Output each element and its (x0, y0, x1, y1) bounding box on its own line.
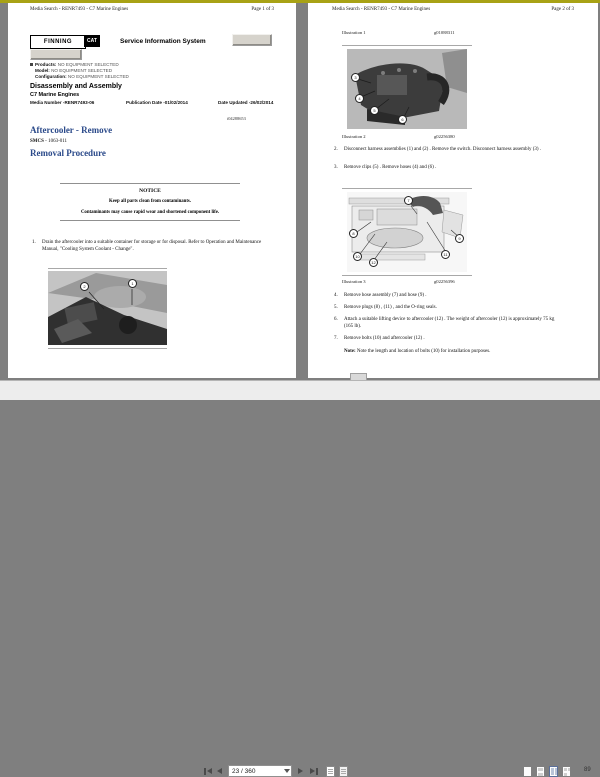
cat-logo: CAT (84, 35, 100, 47)
sis-title: Service Information System (120, 38, 206, 45)
notice-title: NOTICE (139, 188, 161, 194)
page-number-input[interactable] (229, 766, 282, 776)
sis-nav-button[interactable] (30, 49, 82, 60)
page1-header-title: Media Search - RENR7493 - C7 Marine Engines (30, 7, 129, 12)
products-label: Products: (35, 61, 57, 67)
step2-number: 2. (334, 147, 338, 152)
page-number-field-wrap (228, 765, 292, 777)
callout-12: 12 (369, 258, 378, 267)
callout-3: 3 (351, 73, 360, 82)
subsection-title: Removal Procedure (30, 148, 106, 158)
illustration-rule (342, 45, 472, 46)
page1-header-pagenum: Page 1 of 3 (251, 7, 274, 12)
step1-number: 1. (32, 240, 36, 245)
callout-9: 9 (455, 234, 464, 243)
callout-11: 11 (441, 250, 450, 259)
configuration-label: Configuration: (35, 73, 67, 79)
page2-header-title: Media Search - RENR7493 - C7 Marine Engines (332, 7, 431, 12)
step5-number: 5. (334, 305, 338, 310)
callout-7: 7 (404, 196, 413, 205)
last-page-button[interactable] (310, 765, 318, 777)
callout-2: 2 (80, 282, 89, 291)
notice-line1: Keep all parts clean from contaminants. (109, 199, 191, 204)
continuous-facing-view-icon[interactable] (562, 766, 571, 777)
sis-header-button[interactable] (232, 34, 272, 46)
step6-text: Attach a suitable lifting device to aftercooler (12) . The weight of aftercooler (12) is approximately 75 kg (165 lb). (344, 317, 555, 329)
illustration-rule (48, 268, 167, 269)
illustration2-label: Illustration 2 (342, 134, 366, 139)
previous-page-button[interactable] (217, 765, 222, 777)
illustration3-id: g02256396 (434, 279, 455, 284)
aftercooler-diagram (347, 192, 467, 272)
document-page-1 (8, 3, 296, 378)
next-page-button[interactable] (298, 765, 303, 777)
callout-10: 10 (353, 252, 362, 261)
step4-text: Remove hose assembly (7) and hose (9) . (344, 293, 427, 298)
products-value: NO EQUIPMENT SELECTED (57, 61, 119, 67)
first-page-button[interactable] (204, 765, 212, 777)
step3-number: 3. (334, 165, 338, 170)
publication-date: Publication Date -01/02/2014 (126, 100, 188, 105)
step2-text: Disconnect harness assemblies (1) and (2) . Remove the switch. Disconnect harness assembly (3) . (344, 147, 542, 152)
zoom-level-label: 89 (584, 767, 591, 773)
page-layout-icon-a[interactable] (326, 766, 335, 777)
illustration1-id: g01088311 (434, 30, 455, 35)
coolant-drain-photo (48, 271, 167, 345)
illustration-rule (342, 275, 472, 276)
document-page-2 (308, 3, 598, 378)
last-page-icon (310, 768, 315, 774)
note-label: Note: (344, 349, 357, 354)
doc-id: i04288653 (227, 116, 246, 121)
callout-1: 1 (128, 279, 137, 288)
smcs-label: SMCS (30, 139, 44, 144)
model-value: NO EQUIPMENT SELECTED (51, 67, 113, 73)
viewer-toolbar (0, 380, 600, 773)
next-page-icon (298, 768, 303, 774)
step5-text: Remove plugs (8) , (11) , and the O-ring seals. (344, 305, 437, 310)
doc-subtitle: C7 Marine Engines (30, 92, 80, 98)
engine-photo-art (48, 271, 167, 345)
step3-text: Remove clips (5) . Remove hoses (4) and (6) . (344, 165, 437, 170)
callout-5: 5 (370, 106, 379, 115)
illustration-rule (48, 348, 167, 349)
page2-header-pagenum: Page 2 of 3 (551, 7, 574, 12)
step7-number: 7. (334, 336, 338, 341)
single-page-view-icon[interactable] (523, 766, 532, 777)
callout-4: 4 (355, 94, 364, 103)
callout-6: 6 (398, 115, 407, 124)
previous-page-icon (217, 768, 222, 774)
engine-photo-art (347, 49, 467, 129)
configuration-value: NO EQUIPMENT SELECTED (67, 73, 129, 79)
harness-engine-photo (347, 49, 467, 129)
first-page-icon (204, 768, 206, 775)
products-bullet-icon (30, 63, 33, 66)
illustration1-label: Illustration 1 (342, 30, 366, 35)
facing-pages-view-icon[interactable] (549, 766, 558, 777)
smcs-value: - 1063-011 (43, 139, 68, 144)
finning-logo: FINNING (30, 35, 86, 49)
illustration3-label: Illustration 3 (342, 279, 366, 284)
notice-line2: Contaminants may cause rapid wear and shortened component life. (80, 210, 220, 215)
illustration2-id: g02256380 (434, 134, 455, 139)
step1-text: Drain the aftercooler into a suitable container for storage or for disposal. Refer to Operation and Maintenance Manual, "Cooling System Coolant - Change". (42, 240, 262, 252)
note-text: Note the length and location of bolts (10) for installation purposes. (356, 349, 491, 354)
date-updated: Date Updated -26/02/2014 (218, 100, 274, 105)
notice-box (60, 183, 240, 221)
section-title: Aftercooler - Remove (30, 125, 113, 135)
media-number: Media Number -RENR7493-06 (30, 100, 95, 105)
step4-number: 4. (334, 293, 338, 298)
illustration-rule (342, 188, 472, 189)
step6-number: 6. (334, 317, 338, 322)
page-layout-icon-b[interactable] (339, 766, 348, 777)
callout-8: 8 (349, 229, 358, 238)
page-dropdown-icon[interactable] (284, 769, 290, 773)
continuous-view-icon[interactable] (536, 766, 545, 777)
step7-text: Remove bolts (10) and aftercooler (12) . (344, 336, 425, 341)
model-label: Model: (35, 67, 50, 73)
doc-title: Disassembly and Assembly (30, 83, 122, 90)
